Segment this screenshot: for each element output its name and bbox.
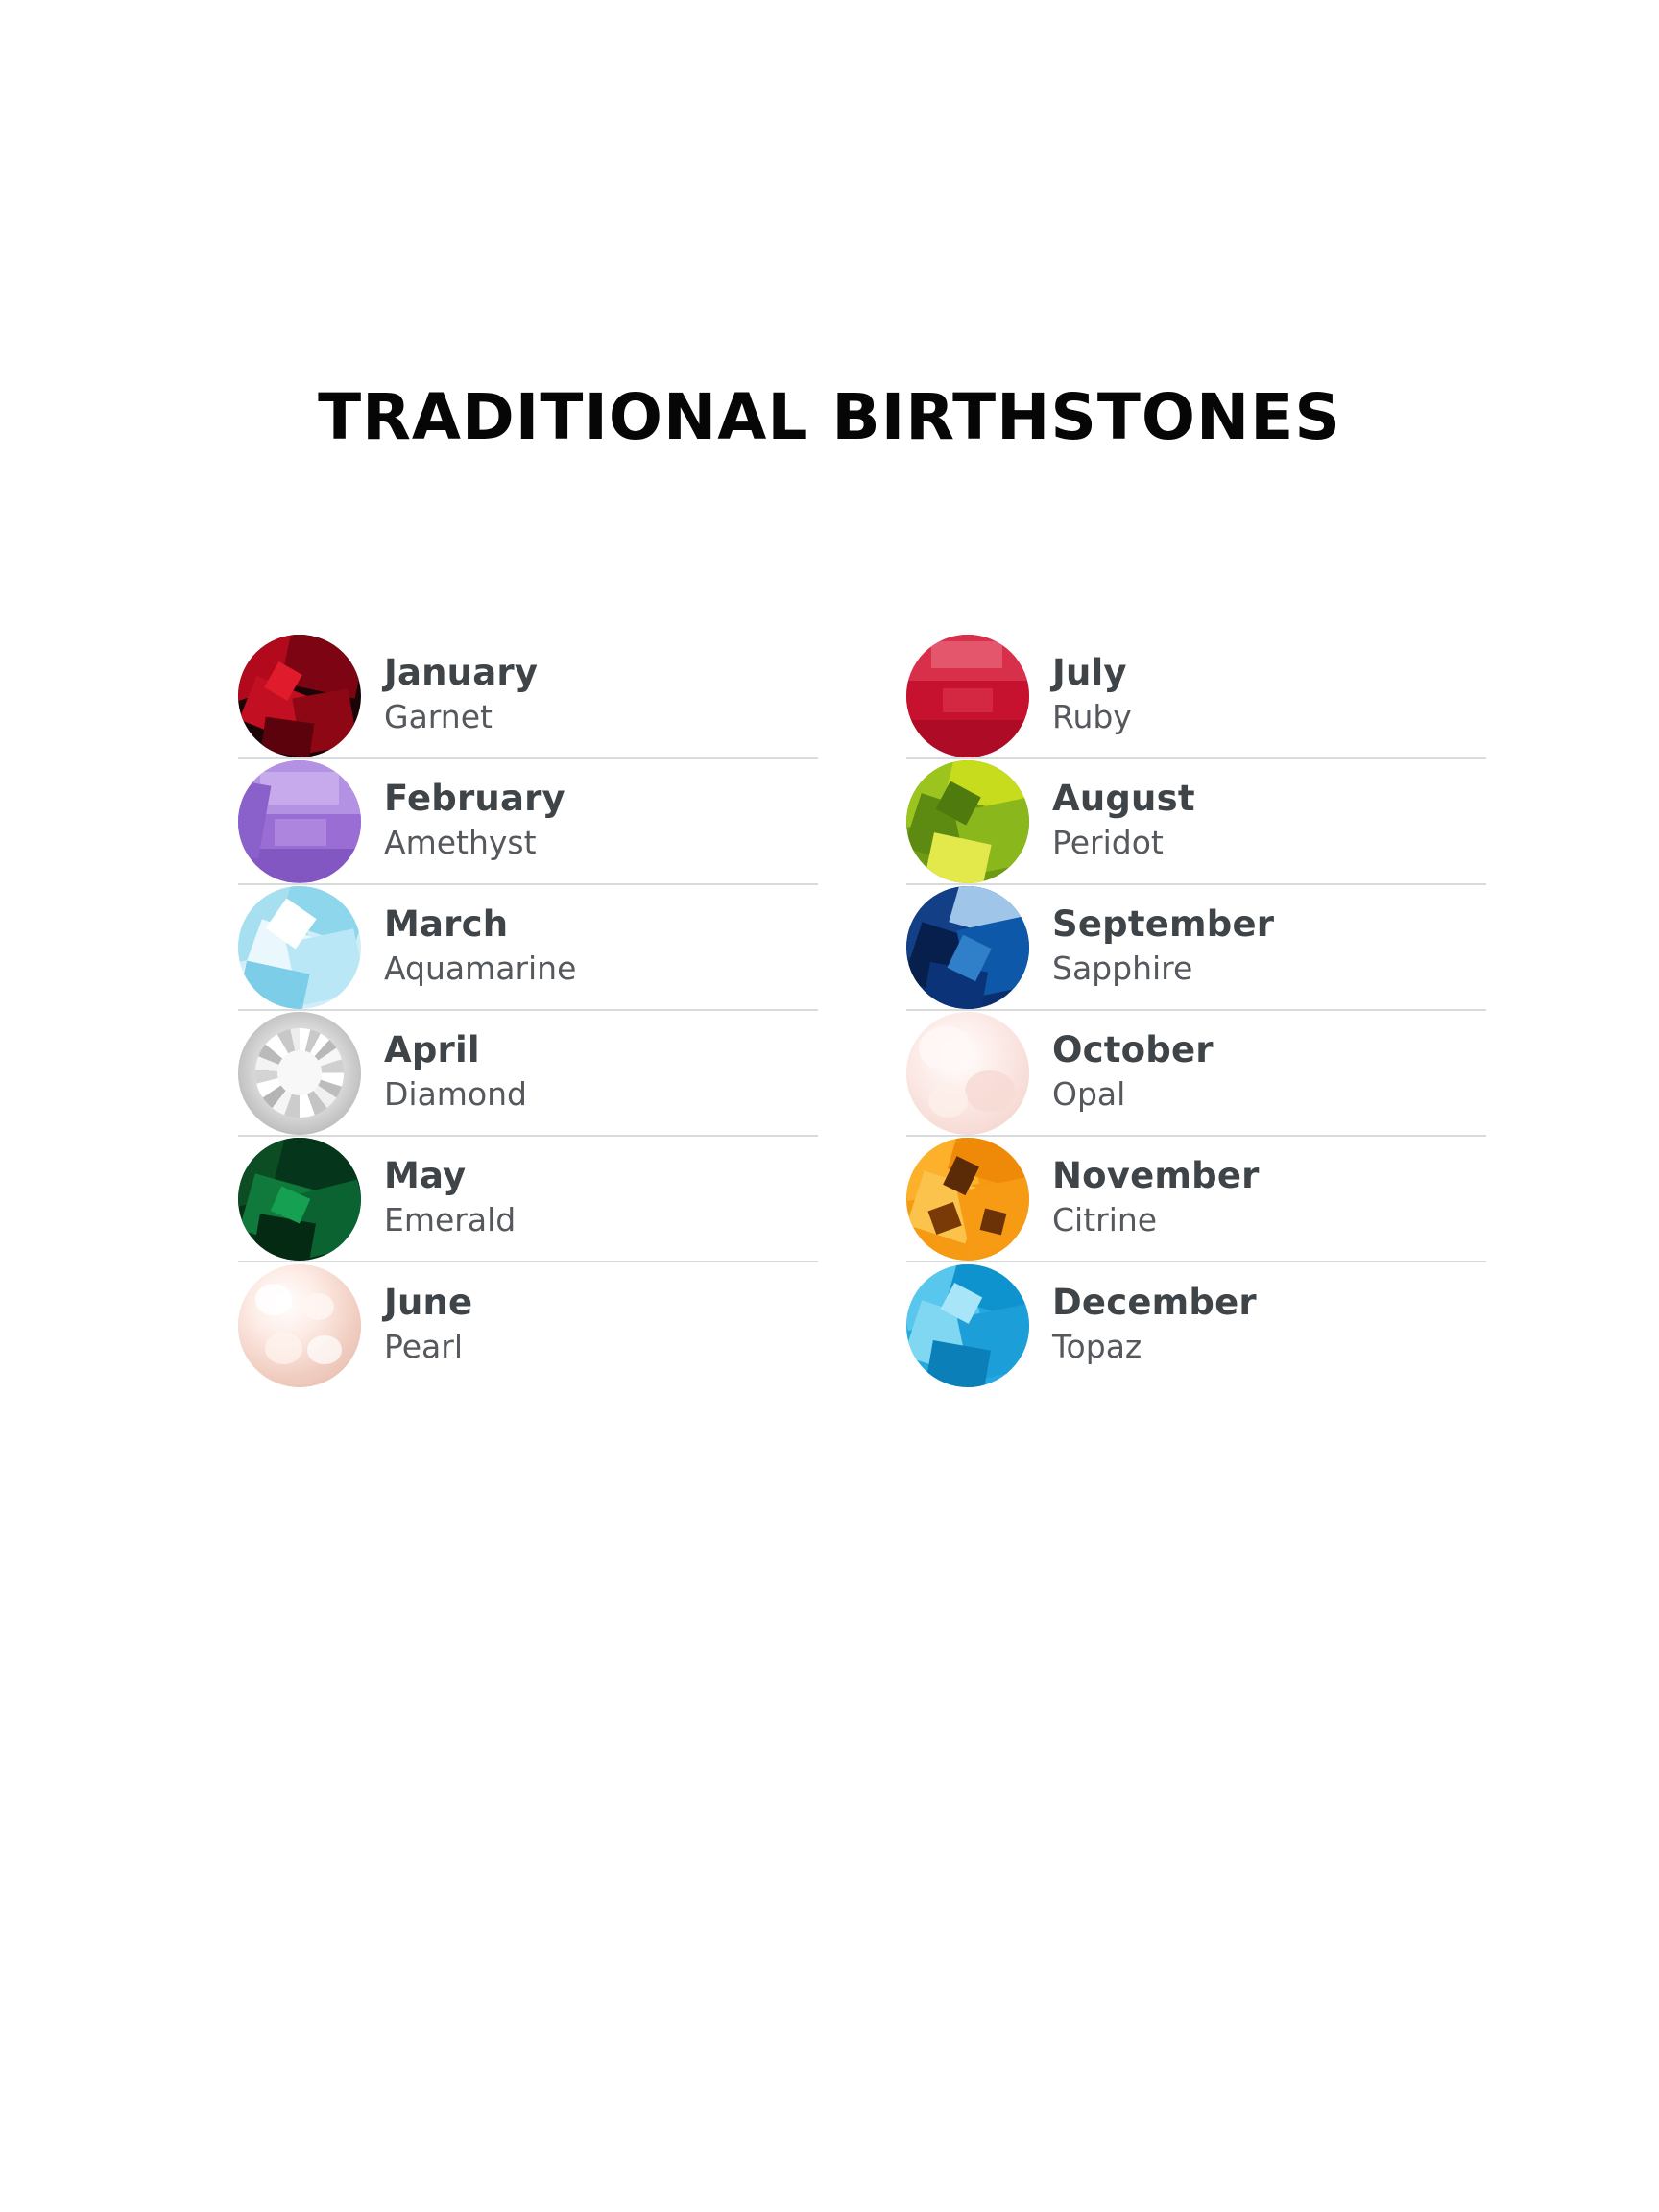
birthstone-column-right bbox=[906, 634, 1486, 1388]
list-item bbox=[906, 1137, 1486, 1262]
birthstone-labels bbox=[1052, 653, 1132, 737]
list-item bbox=[238, 1011, 818, 1137]
stone-label: Diamond bbox=[384, 1074, 527, 1113]
pearl-gem bbox=[238, 1264, 361, 1387]
stone-label: Topaz bbox=[1052, 1327, 1142, 1365]
garnet-gem bbox=[238, 635, 361, 757]
month-label: December bbox=[1052, 1282, 1257, 1324]
month-label: August bbox=[1052, 778, 1195, 820]
stone-label: Citrine bbox=[1052, 1200, 1158, 1238]
birthstone-labels bbox=[384, 1156, 516, 1240]
month-label: September bbox=[1052, 903, 1275, 946]
topaz-gem bbox=[906, 1264, 1029, 1387]
birthstone-labels bbox=[1052, 779, 1195, 863]
list-item bbox=[906, 1262, 1486, 1388]
stone-label: Aquamarine bbox=[384, 949, 577, 987]
birthstone-labels bbox=[384, 1030, 527, 1115]
month-label: June bbox=[384, 1282, 473, 1324]
list-item bbox=[238, 885, 818, 1011]
month-label: April bbox=[384, 1029, 480, 1071]
list-item bbox=[906, 885, 1486, 1011]
birthstone-labels bbox=[1052, 1030, 1214, 1115]
citrine-gem bbox=[906, 1138, 1029, 1261]
month-label: January bbox=[384, 652, 539, 694]
aquamarine-gem bbox=[238, 886, 361, 1009]
diamond-gem bbox=[238, 1012, 361, 1135]
page-title: TRADITIONAL BIRTHSTONES bbox=[318, 380, 1341, 454]
birthstone-labels bbox=[1052, 1283, 1257, 1367]
list-item bbox=[906, 759, 1486, 885]
birthstone-columns bbox=[238, 634, 1486, 1388]
list-item bbox=[906, 634, 1486, 759]
stone-label: Emerald bbox=[384, 1200, 517, 1238]
birthstone-labels bbox=[384, 1283, 472, 1367]
stone-label: Ruby bbox=[1052, 697, 1132, 735]
stone-label: Opal bbox=[1052, 1074, 1126, 1113]
list-item bbox=[238, 1137, 818, 1262]
opal-gem bbox=[906, 1012, 1029, 1135]
month-label: October bbox=[1052, 1029, 1214, 1071]
month-label: July bbox=[1052, 652, 1127, 694]
amethyst-gem bbox=[238, 760, 361, 883]
birthstone-labels bbox=[384, 904, 576, 989]
month-label: February bbox=[384, 778, 565, 820]
birthstone-labels bbox=[1052, 904, 1274, 989]
ruby-gem bbox=[906, 635, 1029, 757]
stone-label: Pearl bbox=[384, 1327, 463, 1365]
birthstone-labels bbox=[384, 653, 538, 737]
stone-label: Peridot bbox=[1052, 823, 1164, 861]
birthstone-labels bbox=[1052, 1156, 1260, 1240]
list-item bbox=[238, 1262, 818, 1388]
emerald-gem bbox=[238, 1138, 361, 1261]
month-label: November bbox=[1052, 1155, 1260, 1197]
list-item bbox=[906, 1011, 1486, 1137]
birthstone-labels bbox=[384, 779, 565, 863]
list-item bbox=[238, 634, 818, 759]
peridot-gem bbox=[906, 760, 1029, 883]
birthstone-column-left bbox=[238, 634, 818, 1388]
stone-label: Sapphire bbox=[1052, 949, 1193, 987]
month-label: May bbox=[384, 1155, 467, 1197]
sapphire-gem bbox=[906, 886, 1029, 1009]
list-item bbox=[238, 759, 818, 885]
month-label: March bbox=[384, 903, 509, 946]
stone-label: Garnet bbox=[384, 697, 493, 735]
stone-label: Amethyst bbox=[384, 823, 537, 861]
